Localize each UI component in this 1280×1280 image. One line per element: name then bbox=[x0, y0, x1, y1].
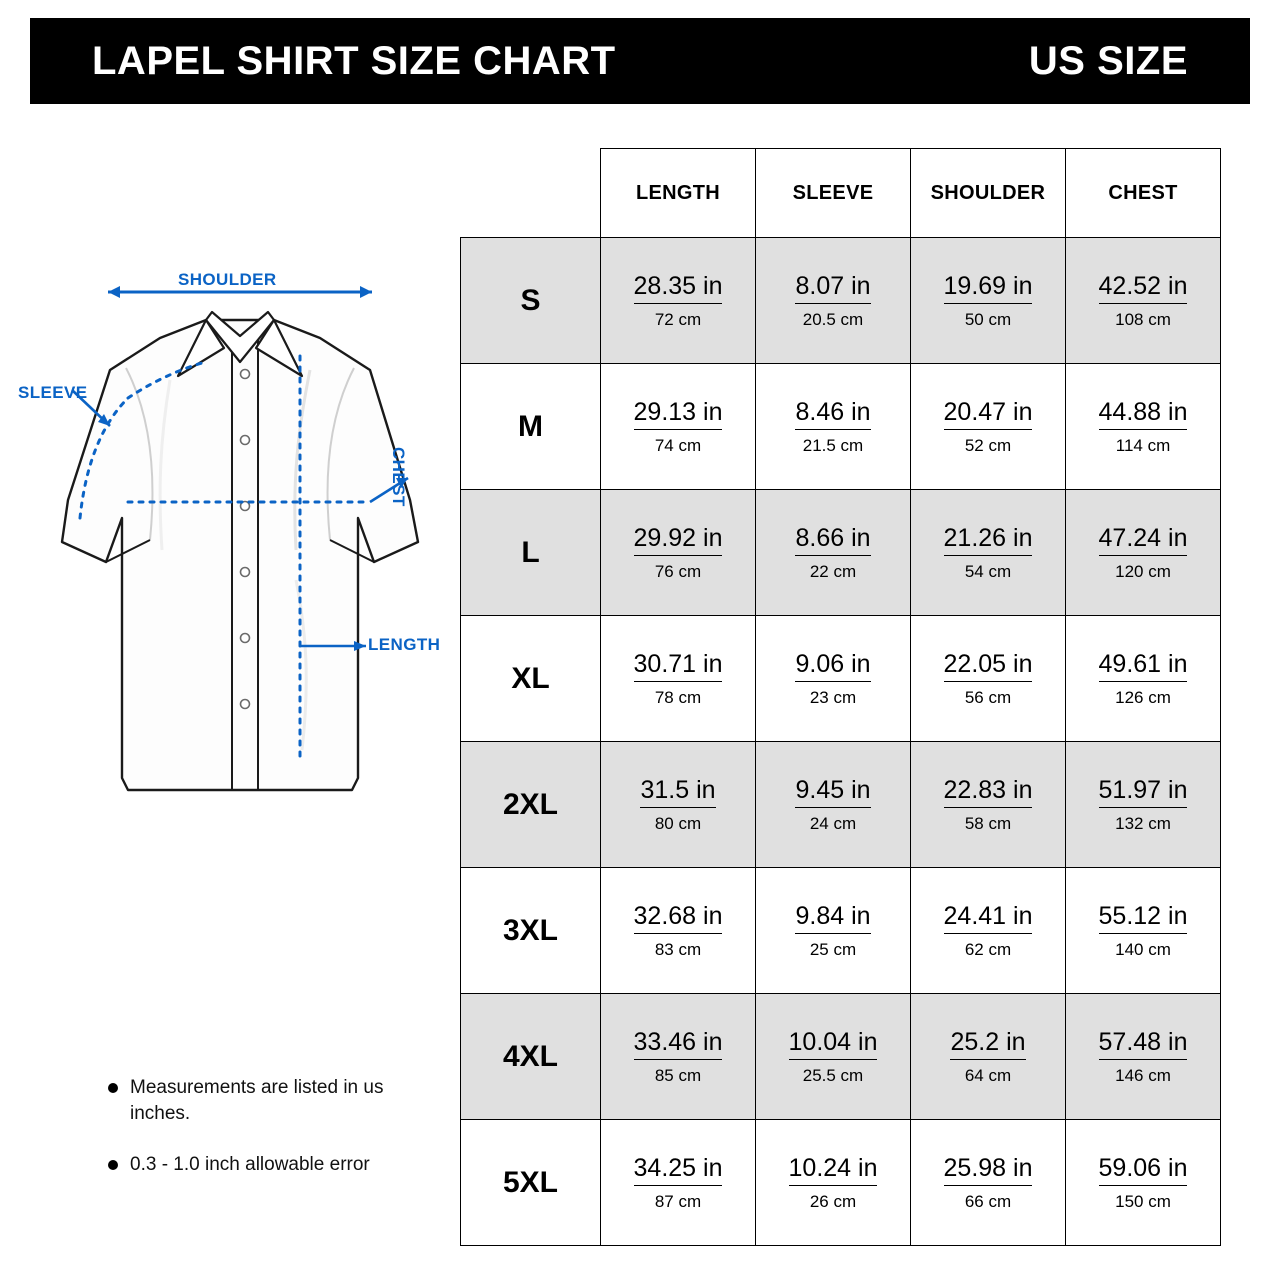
cell-shoulder bbox=[911, 994, 1066, 1120]
cell-sleeve bbox=[756, 364, 911, 490]
value-inches: 47.24 in bbox=[1099, 526, 1188, 556]
column-header-sleeve: SLEEVE bbox=[756, 149, 911, 238]
value-cm: 24 cm bbox=[809, 813, 857, 833]
value-cm: 20.5 cm bbox=[802, 309, 864, 329]
value-inches: 10.04 in bbox=[789, 1030, 878, 1060]
value-inches: 25.98 in bbox=[944, 1156, 1033, 1186]
cell-chest bbox=[1066, 868, 1221, 994]
value-inches: 20.47 in bbox=[944, 400, 1033, 430]
value-inches: 59.06 in bbox=[1099, 1156, 1188, 1186]
unit-label: US SIZE bbox=[1028, 38, 1188, 83]
value-cm: 66 cm bbox=[964, 1191, 1012, 1211]
value-inches: 49.61 in bbox=[1099, 652, 1188, 682]
cell-shoulder bbox=[911, 490, 1066, 616]
value-cm: 58 cm bbox=[964, 813, 1012, 833]
value-inches: 32.68 in bbox=[634, 904, 723, 934]
value-inches: 9.84 in bbox=[795, 904, 870, 934]
value-cm: 132 cm bbox=[1115, 813, 1171, 833]
value-cm: 21.5 cm bbox=[802, 435, 864, 455]
bullet-icon bbox=[108, 1160, 118, 1170]
cell-chest bbox=[1066, 1120, 1221, 1246]
cell-length bbox=[601, 742, 756, 868]
table-row bbox=[461, 238, 1221, 364]
value-cm: 50 cm bbox=[964, 309, 1012, 329]
value-inches: 55.12 in bbox=[1099, 904, 1188, 934]
size-label: 5XL bbox=[461, 1120, 601, 1246]
note-item bbox=[108, 1152, 448, 1178]
cell-shoulder bbox=[911, 616, 1066, 742]
column-header-length: LENGTH bbox=[601, 149, 756, 238]
cell-shoulder bbox=[911, 868, 1066, 994]
value-cm: 87 cm bbox=[654, 1191, 702, 1211]
cell-sleeve bbox=[756, 238, 911, 364]
cell-shoulder bbox=[911, 238, 1066, 364]
table-row bbox=[461, 868, 1221, 994]
cell-length bbox=[601, 994, 756, 1120]
cell-shoulder bbox=[911, 364, 1066, 490]
bullet-icon bbox=[108, 1083, 118, 1093]
note-item bbox=[108, 1075, 448, 1126]
value-inches: 28.35 in bbox=[634, 274, 723, 304]
value-cm: 108 cm bbox=[1115, 309, 1171, 329]
size-table-wrapper bbox=[460, 148, 1221, 1246]
header-corner-blank bbox=[461, 149, 601, 238]
value-cm: 85 cm bbox=[654, 1065, 702, 1085]
size-label: M bbox=[461, 364, 601, 490]
value-inches: 8.66 in bbox=[795, 526, 870, 556]
value-inches: 57.48 in bbox=[1099, 1030, 1188, 1060]
value-cm: 25 cm bbox=[809, 939, 857, 959]
value-inches: 42.52 in bbox=[1099, 274, 1188, 304]
value-inches: 22.05 in bbox=[944, 652, 1033, 682]
table-row bbox=[461, 1120, 1221, 1246]
table-header-row bbox=[461, 149, 1221, 238]
cell-length bbox=[601, 868, 756, 994]
value-inches: 21.26 in bbox=[944, 526, 1033, 556]
cell-chest bbox=[1066, 364, 1221, 490]
cell-sleeve bbox=[756, 868, 911, 994]
shoulder-label: SHOULDER bbox=[178, 270, 277, 289]
page-title: LAPEL SHIRT SIZE CHART bbox=[92, 38, 616, 83]
table-row bbox=[461, 364, 1221, 490]
cell-sleeve bbox=[756, 742, 911, 868]
size-table bbox=[460, 148, 1221, 1246]
value-cm: 62 cm bbox=[964, 939, 1012, 959]
table-row bbox=[461, 490, 1221, 616]
value-inches: 9.06 in bbox=[795, 652, 870, 682]
size-label: L bbox=[461, 490, 601, 616]
value-inches: 30.71 in bbox=[634, 652, 723, 682]
table-row bbox=[461, 616, 1221, 742]
value-cm: 72 cm bbox=[654, 309, 702, 329]
size-label: S bbox=[461, 238, 601, 364]
value-cm: 83 cm bbox=[654, 939, 702, 959]
column-header-chest: CHEST bbox=[1066, 149, 1221, 238]
value-cm: 56 cm bbox=[964, 687, 1012, 707]
value-cm: 80 cm bbox=[654, 813, 702, 833]
value-cm: 120 cm bbox=[1115, 561, 1171, 581]
value-cm: 78 cm bbox=[654, 687, 702, 707]
value-inches: 31.5 in bbox=[640, 778, 715, 808]
chest-label: CHEST bbox=[389, 447, 408, 507]
sleeve-label: SLEEVE bbox=[18, 383, 88, 402]
note-text: Measurements are listed in us inches. bbox=[130, 1077, 384, 1124]
column-header-shoulder: SHOULDER bbox=[911, 149, 1066, 238]
value-inches: 44.88 in bbox=[1099, 400, 1188, 430]
value-inches: 8.07 in bbox=[795, 274, 870, 304]
value-inches: 10.24 in bbox=[789, 1156, 878, 1186]
cell-sleeve bbox=[756, 490, 911, 616]
value-cm: 114 cm bbox=[1115, 435, 1171, 455]
value-inches: 51.97 in bbox=[1099, 778, 1188, 808]
value-cm: 26 cm bbox=[809, 1191, 857, 1211]
value-inches: 24.41 in bbox=[944, 904, 1033, 934]
table-row bbox=[461, 742, 1221, 868]
size-label: 2XL bbox=[461, 742, 601, 868]
cell-chest bbox=[1066, 742, 1221, 868]
cell-chest bbox=[1066, 490, 1221, 616]
cell-length bbox=[601, 364, 756, 490]
size-label: XL bbox=[461, 616, 601, 742]
cell-chest bbox=[1066, 238, 1221, 364]
cell-sleeve bbox=[756, 994, 911, 1120]
table-row bbox=[461, 994, 1221, 1120]
value-cm: 64 cm bbox=[964, 1065, 1012, 1085]
size-label: 3XL bbox=[461, 868, 601, 994]
cell-chest bbox=[1066, 616, 1221, 742]
value-cm: 23 cm bbox=[809, 687, 857, 707]
cell-length bbox=[601, 1120, 756, 1246]
measurement-notes bbox=[108, 1075, 448, 1204]
cell-shoulder bbox=[911, 742, 1066, 868]
value-inches: 22.83 in bbox=[944, 778, 1033, 808]
value-cm: 140 cm bbox=[1115, 939, 1171, 959]
value-cm: 150 cm bbox=[1115, 1191, 1171, 1211]
value-cm: 54 cm bbox=[964, 561, 1012, 581]
value-inches: 34.25 in bbox=[634, 1156, 723, 1186]
cell-chest bbox=[1066, 994, 1221, 1120]
value-inches: 9.45 in bbox=[795, 778, 870, 808]
cell-sleeve bbox=[756, 1120, 911, 1246]
cell-shoulder bbox=[911, 1120, 1066, 1246]
value-cm: 25.5 cm bbox=[802, 1065, 864, 1085]
value-inches: 29.13 in bbox=[634, 400, 723, 430]
cell-sleeve bbox=[756, 616, 911, 742]
value-cm: 126 cm bbox=[1115, 687, 1171, 707]
size-label: 4XL bbox=[461, 994, 601, 1120]
value-inches: 25.2 in bbox=[950, 1030, 1025, 1060]
length-label: LENGTH bbox=[368, 635, 441, 654]
value-cm: 52 cm bbox=[964, 435, 1012, 455]
note-text: 0.3 - 1.0 inch allowable error bbox=[130, 1154, 370, 1176]
value-cm: 74 cm bbox=[654, 435, 702, 455]
value-cm: 76 cm bbox=[654, 561, 702, 581]
header-bar bbox=[30, 18, 1250, 104]
value-cm: 22 cm bbox=[809, 561, 857, 581]
value-inches: 29.92 in bbox=[634, 526, 723, 556]
cell-length bbox=[601, 238, 756, 364]
shirt-diagram bbox=[10, 250, 470, 950]
value-inches: 33.46 in bbox=[634, 1030, 723, 1060]
value-inches: 8.46 in bbox=[795, 400, 870, 430]
value-cm: 146 cm bbox=[1115, 1065, 1171, 1085]
shirt-illustration-svg bbox=[10, 250, 470, 950]
cell-length bbox=[601, 490, 756, 616]
cell-length bbox=[601, 616, 756, 742]
value-inches: 19.69 in bbox=[944, 274, 1033, 304]
